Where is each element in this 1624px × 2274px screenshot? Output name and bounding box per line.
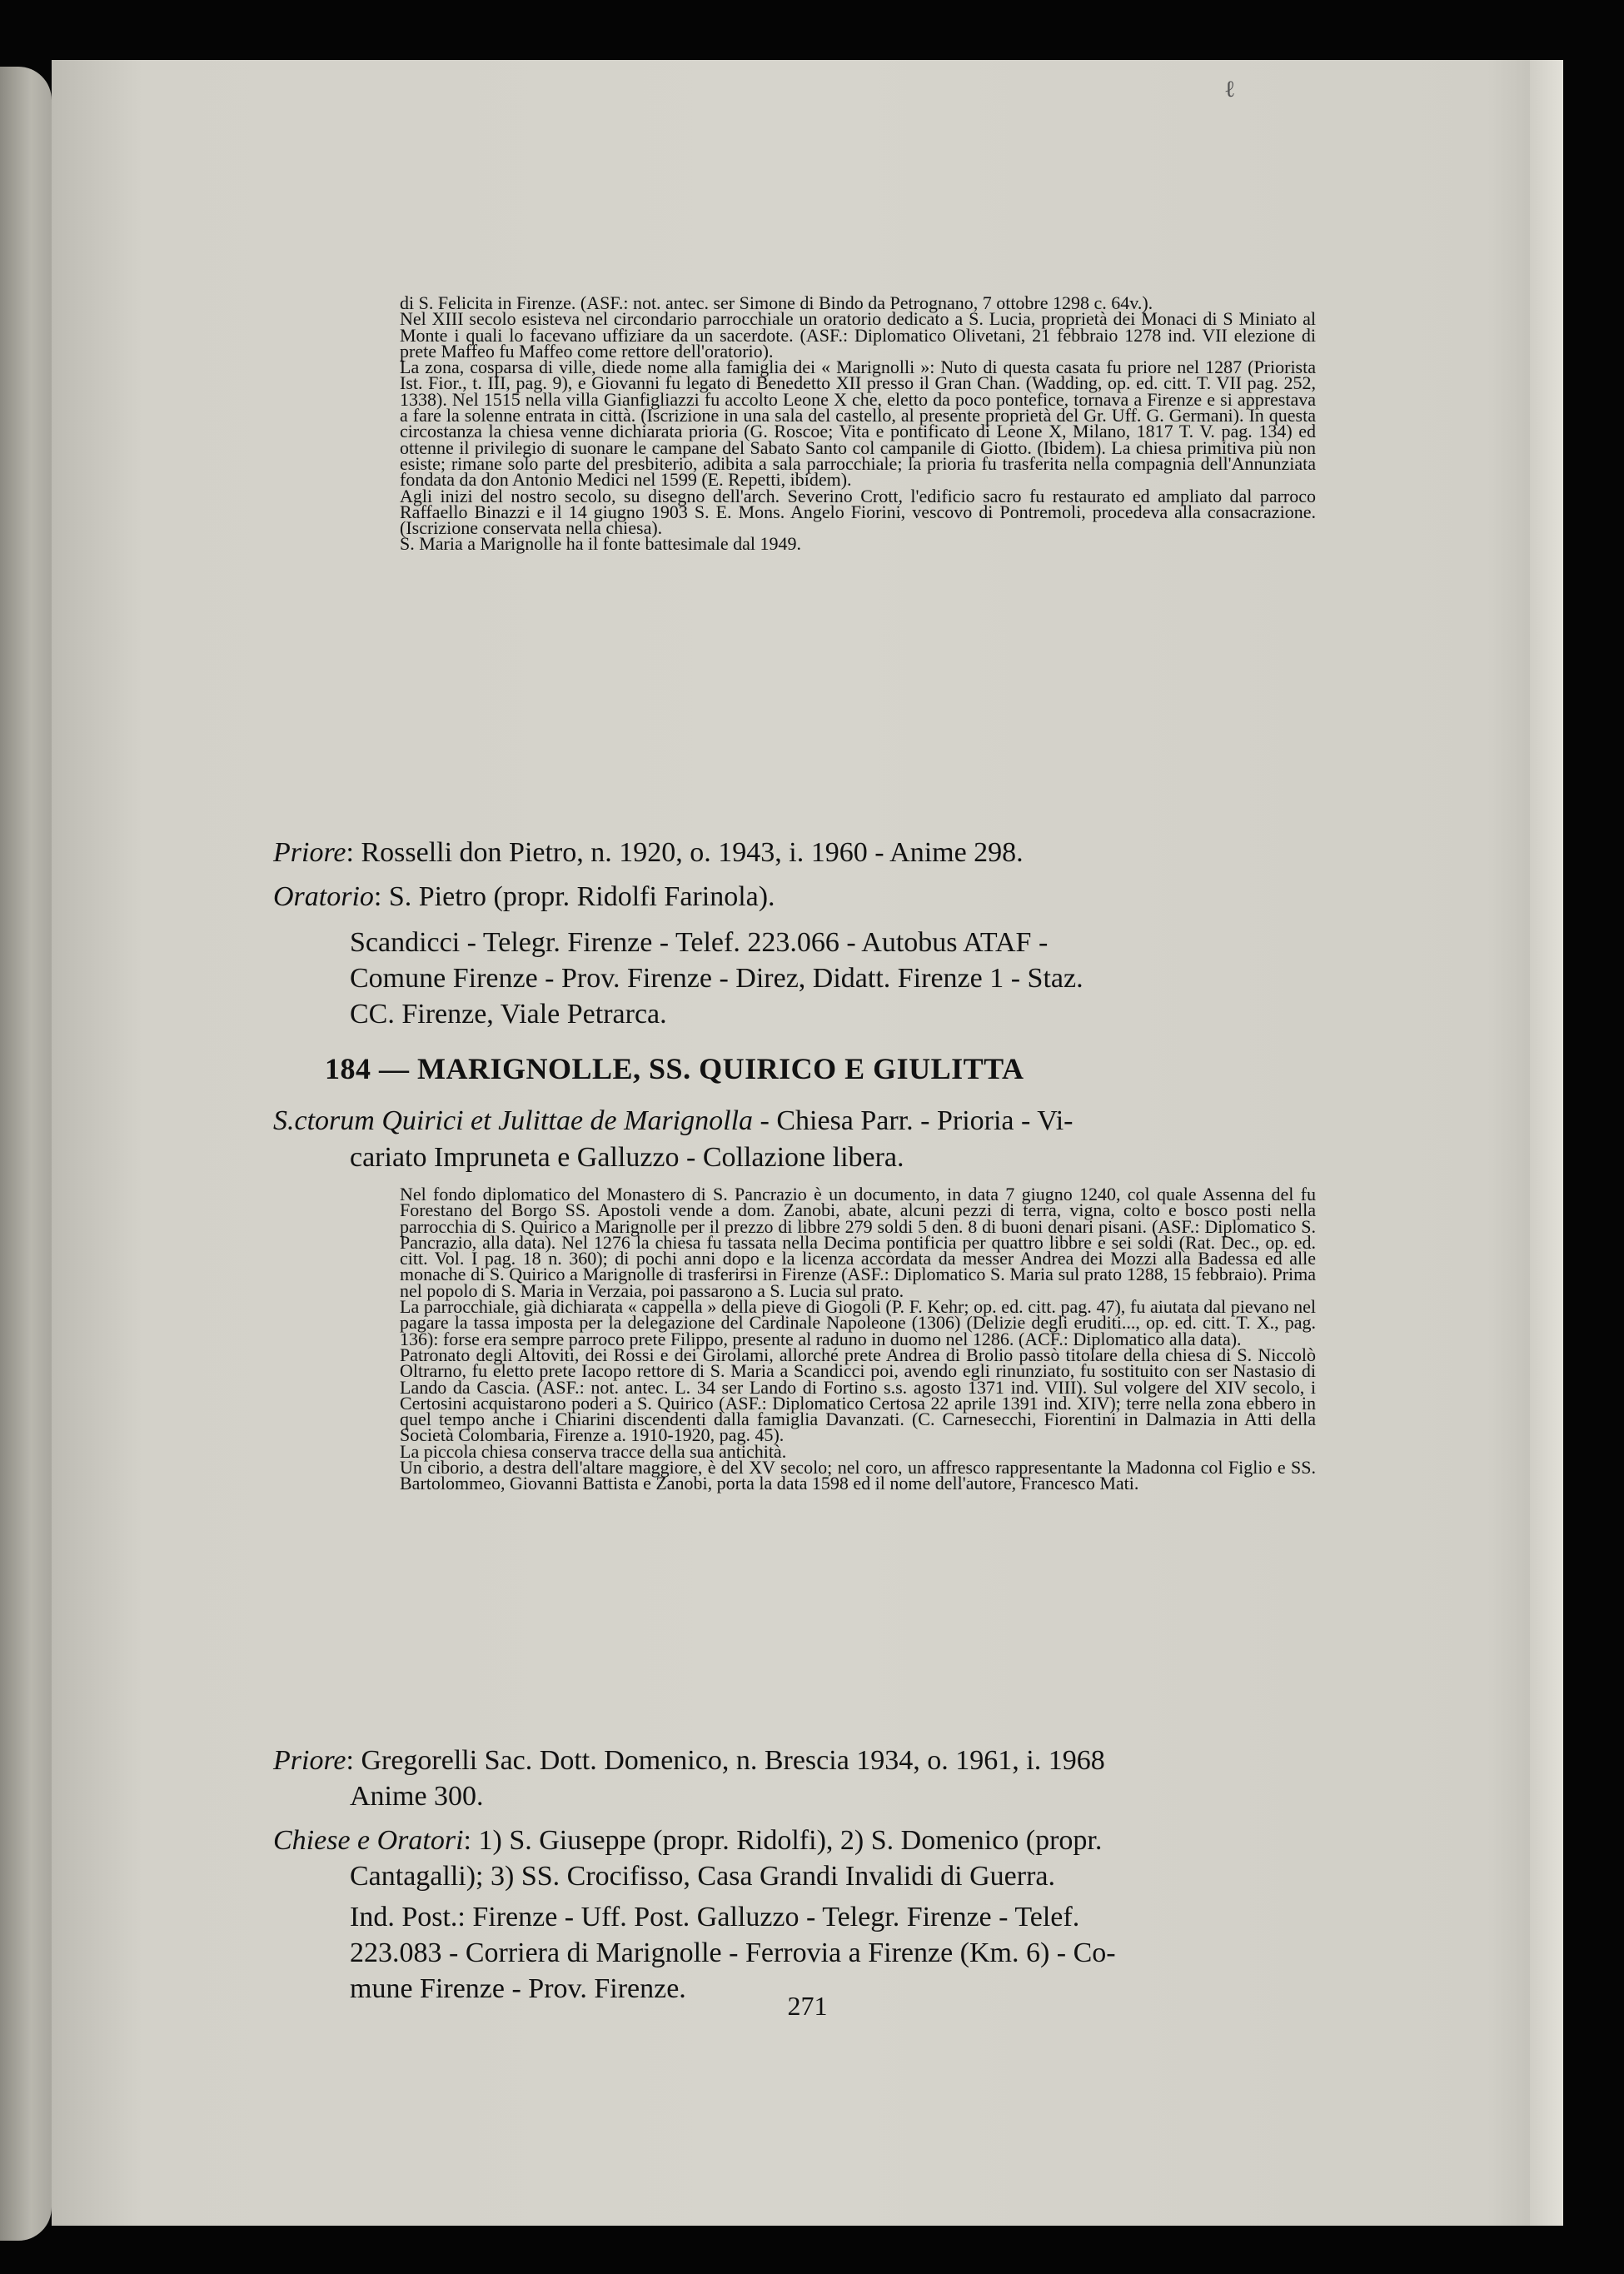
priore-text: : Rosselli don Pietro, n. 1920, o. 1943, i. 1960 - Anime 298. <box>346 837 1024 868</box>
priore-184 <box>273 1744 1105 1778</box>
info-line: Ind. Post.: Firenze - Uff. Post. Galluzzo - Telegr. Firenze - Telef. <box>350 1902 1080 1932</box>
section-heading: 184 — MARIGNOLLE, SS. QUIRICO E GIULITTA <box>325 1052 1024 1085</box>
note-paragraph: La zona, cosparsa di ville, diede nome alla famiglia dei « Marignolli »: Nuto di questa casata fu priore nel 1287 (Priorista Ist. Fior., t. III, pag. 9), e Giovanni fu legato di Benedetto XII presso il Gran Chan. (Wadding, op. ed. citt. T. VII pag. 252, 1338). Nel 1515 nella villa Gianfigliazzi fu accolto Leone X che, eletto da poco pontefice, tornava a Firenze e si apprestava a fare la solenne entrata in città. (Iscrizione in una sala del castello, al presente proprietà del Gr. Uff. G. Germani). In questa circostanza la chiesa venne dichiarata prioria (G. Roscoe; Vita e pontificato di Leone X, Milano, 1817 T. V. pag. 134) ed ottenne il privilegio di suonare le campane del Sabato Santo col campanile di Giotto. (Ibidem). La chiesa primitiva più non esiste; rimane solo parte del presbiterio, adibita a sala parrocchiale; la prioria fu trasferita nella compagnia dell'Annunziata fondata da don Antonio Medici nel 1599 (E. Repetti, ibidem). <box>400 357 1316 491</box>
chiese-label: Chiese e Oratori <box>273 1825 464 1856</box>
info-line: CC. Firenze, Viale Petrarca. <box>350 999 667 1030</box>
page-content <box>52 60 1563 2226</box>
note-paragraph: S. Maria a Marignolle ha il fonte battesimale dal 1949. <box>400 533 802 555</box>
oratorio-183 <box>273 880 775 914</box>
info-line: 223.083 - Corriera di Marignolle - Ferrovia a Firenze (Km. 6) - Co- <box>350 1937 1116 1968</box>
priore-184-line2: Anime 300. <box>350 1781 484 1812</box>
note-paragraph: Patronato degli Altoviti, dei Rossi e dei Girolami, allorché prete Andrea di Brolio passò titolare della chiesa di S. Niccolò Oltrarno, fu eletto prete Iacopo rettore di S. Maria a Scandicci poi, avendo egli rinunziato, fu sostituito con ser Nastasio di Lando da Cascia. (ASF.: not. antec. L. 34 ser Lando di Fortino s.s. agosto 1371 ind. VIII). Sul volgere del XIV secolo, i Certosini acquistarono poderi a S. Quirico (ASF.: Diplomatico Certosa 22 aprile 1391 ind. XIV); terre nella zona ebbero in quel tempo anche i Chiarini discendenti dalla famiglia Davanzati. (C. Carnesecchi, Fiorentini in Dalmazia in Atti della Società Colombaria, Firenze a. 1910-1920, pag. 45). <box>400 1344 1316 1446</box>
note-paragraph: Agli inizi del nostro secolo, su disegno dell'arch. Severino Crott, l'edificio sacro fu restaurato ed ampliato dal parroco Raffaello Binazzi e il 14 giugno 1903 S. E. Mons. Angelo Fiorini, vescovo di Pontremoli, procedeva alla consacrazione. (Iscrizione conservata nella chiesa). <box>400 485 1316 539</box>
subtitle-line1: - Chiesa Parr. - Prioria - Vi- <box>753 1105 1074 1136</box>
info-line: mune Firenze - Prov. Firenze. <box>350 1973 686 2004</box>
notes-184 <box>400 1186 1316 1492</box>
info-line: Comune Firenze - Prov. Firenze - Direz, Didatt. Firenze 1 - Staz. <box>350 963 1083 994</box>
note-paragraph: La piccola chiesa conserva tracce della sua antichità. <box>400 1440 787 1462</box>
oratorio-label: Oratorio <box>273 881 374 912</box>
priore-text: : Gregorelli Sac. Dott. Domenico, n. Brescia 1934, o. 1961, i. 1968 <box>346 1745 1105 1776</box>
subtitle-184-line2: cariato Impruneta e Galluzzo - Collazione libera. <box>350 1142 904 1173</box>
note-paragraph: Nel fondo diplomatico del Monastero di S. Pancrazio è un documento, in data 7 giugno 1240, col quale Assenna del fu Forestano del Borgo SS. Apostoli vende a dom. Zanobi, abate, alcuni pezzi di terra, vigna, colto e bosco posti nella parrocchia di S. Quirico a Marignolle per il prezzo di libbre 279 soldi 5 den. 8 di buoni denari pisani. (ASF.: Diplomatico S. Pancrazio, alla data). Nel 1276 la chiesa fu tassata nella Decima pontificia per quattro libbre e sei soldi (Rat. Dec., op. ed. citt. Vol. I pag. 18 n. 360); di pochi anni dopo e la licenza accordata da messer Andrea dei Mozzi alla Badessa ed alle monache di S. Quirico a Marignolle di trasferirsi in Firenze (ASF.: Diplomatico S. Maria sul prato 1288, 15 febbraio). Prima nel popolo di S. Maria in Verzaia, poi passarono a S. Lucia sul prato. <box>400 1184 1316 1301</box>
note-paragraph: di S. Felicita in Firenze. (ASF.: not. antec. ser Simone di Bindo da Petrognano, 7 ottobre 1298 c. 64v.). <box>400 292 1153 313</box>
latin-title: S.ctorum Quirici et Julittae de Marignolla <box>273 1105 754 1136</box>
priore-183 <box>273 836 1024 870</box>
priore-label: Priore <box>273 837 346 868</box>
oratorio-text: : S. Pietro (propr. Ridolfi Farinola). <box>373 881 775 912</box>
book-page <box>52 60 1563 2226</box>
chiese-text: : 1) S. Giuseppe (propr. Ridolfi), 2) S. Domenico (propr. <box>463 1825 1103 1856</box>
subtitle-184 <box>273 1105 1074 1138</box>
notes-183 <box>400 292 1316 555</box>
page-number: 271 <box>787 1991 828 2021</box>
priore-label: Priore <box>273 1745 346 1776</box>
note-paragraph: Nel XIII secolo esisteva nel circondario parrocchiale un oratorio dedicato a S. Lucia, proprietà dei Monaci di S Miniato al Monte i quali lo facevano uffiziare da un sacerdote. (ASF.: Diplomatico Olivetani, 21 febbraio 1278 ind. VII elezione di prete Maffeo fu Maffeo come rettore dell'oratorio). <box>400 308 1316 362</box>
pencil-mark: ℓ <box>1224 77 1236 102</box>
note-paragraph: La parrocchiale, già dichiarata « cappella » della pieve di Giogoli (P. F. Kehr; op. ed. citt. pag. 47), fu aiutata dal pievano nel pagare la tassa imposta per la delegazione del Cardinale Napoleone (1306) (Delizie degli eruditi..., op. ed. citt. T. X., pag. 136): forse era sempre parroco prete Filippo, presente al raduno in duomo nel 1286. (ACF.: Diplomatico alla data). <box>400 1296 1316 1349</box>
info-183 <box>350 925 1316 1032</box>
chiese-184-line2: Cantagalli); 3) SS. Crocifisso, Casa Grandi Invalidi di Guerra. <box>350 1861 1055 1892</box>
note-paragraph: Un ciborio, a destra dell'altare maggiore, è del XV secolo; nel coro, un affresco rappresentante la Madonna col Figlio e SS. Bartolommeo, Giovanni Battista e Zanobi, porta la data 1598 ed il nome dell'autore, Francesco Mati. <box>400 1457 1316 1494</box>
chiese-184 <box>273 1824 1102 1858</box>
previous-page-edge <box>0 67 52 2241</box>
info-line: Scandicci - Telegr. Firenze - Telef. 223.066 - Autobus ATAF - <box>350 927 1049 958</box>
